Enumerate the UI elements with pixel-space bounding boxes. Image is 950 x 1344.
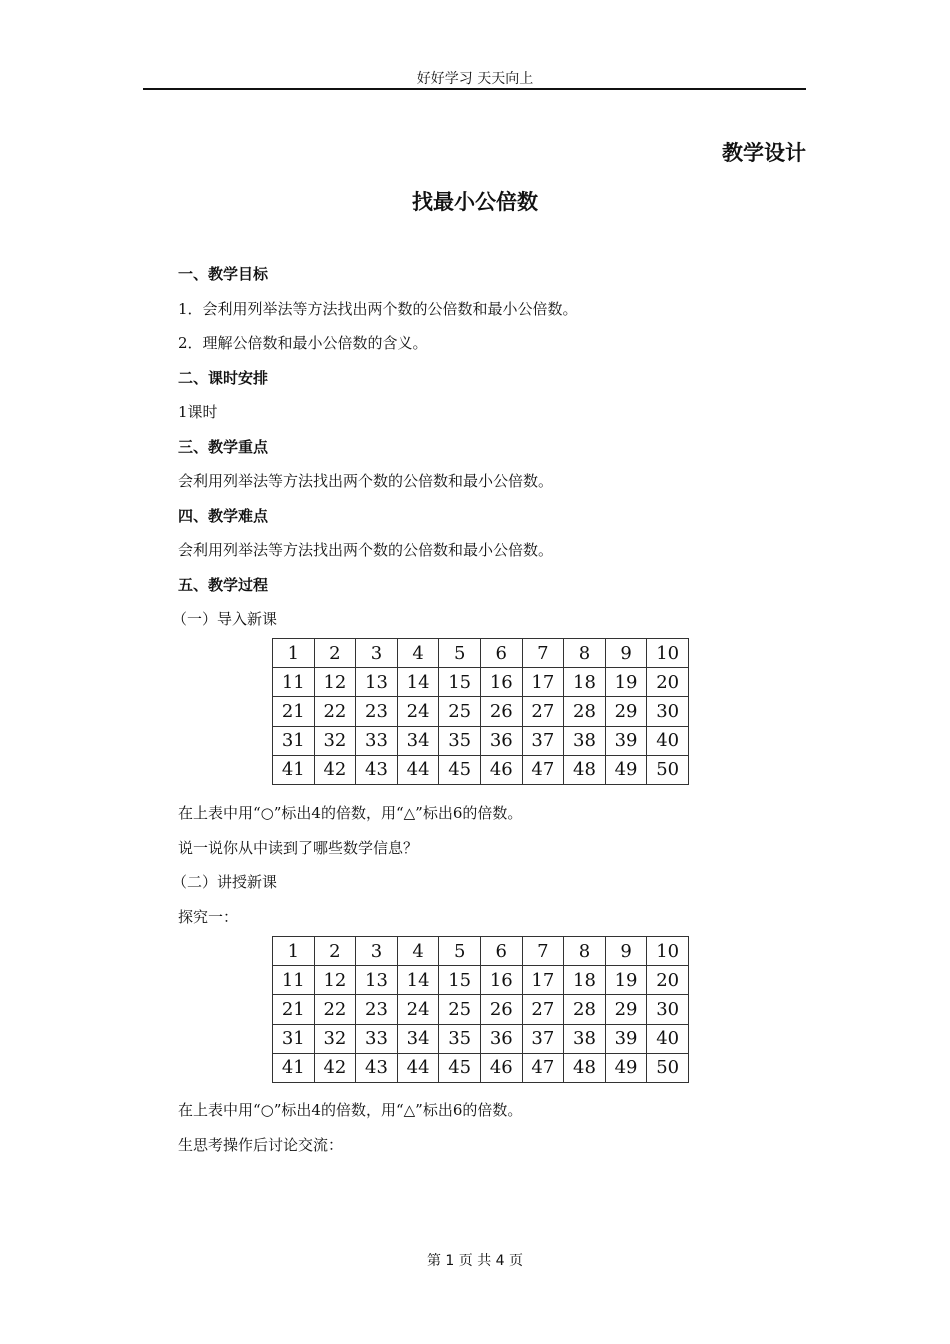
grid-cell: 15 [439, 966, 481, 995]
grid-cell: 32 [314, 1024, 356, 1053]
grid-cell: 49 [605, 755, 647, 784]
page-title: 找最小公倍数 [412, 190, 538, 214]
schedule-text: 1课时 [178, 403, 218, 421]
grid-cell: 48 [564, 755, 606, 784]
grid-cell: 40 [647, 726, 689, 755]
grid-cell: 42 [314, 755, 356, 784]
grid-cell: 33 [356, 1024, 398, 1053]
grid-row [273, 995, 689, 1024]
grid-cell: 28 [564, 697, 606, 726]
grid-cell: 42 [314, 1053, 356, 1082]
grid-cell: 35 [439, 726, 481, 755]
teach-heading: （二）讲授新课 [172, 873, 278, 891]
grid-cell: 5 [439, 937, 481, 966]
grid-cell: 1 [273, 639, 315, 668]
grid-cell: 34 [397, 1024, 439, 1053]
grid-cell: 38 [564, 1024, 606, 1053]
grid-cell: 22 [314, 697, 356, 726]
grid-cell: 25 [439, 697, 481, 726]
intro-instruction: 在上表中用“○”标出4的倍数，用“△”标出6的倍数。 [178, 804, 523, 822]
goal-2: 2．理解公倍数和最小公倍数的含义。 [178, 334, 428, 352]
grid-cell: 36 [480, 726, 522, 755]
goals-heading: 一、教学目标 [178, 265, 269, 283]
grid-cell: 16 [480, 668, 522, 697]
grid-cell: 7 [522, 639, 564, 668]
grid-row [273, 697, 689, 726]
grid-cell: 37 [522, 726, 564, 755]
difficulty-text: 会利用列举法等方法找出两个数的公倍数和最小公倍数。 [178, 541, 554, 559]
key-heading: 三、教学重点 [178, 438, 269, 456]
grid-cell: 45 [439, 755, 481, 784]
grid-cell: 27 [522, 995, 564, 1024]
grid-cell: 3 [356, 639, 398, 668]
grid-cell: 4 [397, 639, 439, 668]
grid-cell: 27 [522, 697, 564, 726]
grid-cell: 14 [397, 966, 439, 995]
grid-row [273, 1024, 689, 1053]
grid-cell: 48 [564, 1053, 606, 1082]
grid-cell: 15 [439, 668, 481, 697]
grid-cell: 41 [273, 1053, 315, 1082]
grid-cell: 45 [439, 1053, 481, 1082]
grid-cell: 18 [564, 966, 606, 995]
grid-cell: 47 [522, 755, 564, 784]
grid-cell: 3 [356, 937, 398, 966]
grid-cell: 20 [647, 668, 689, 697]
grid-cell: 36 [480, 1024, 522, 1053]
grid-cell: 38 [564, 726, 606, 755]
grid-cell: 11 [273, 966, 315, 995]
grid-cell: 21 [273, 995, 315, 1024]
grid-cell: 37 [522, 1024, 564, 1053]
grid-cell: 10 [647, 639, 689, 668]
grid-cell: 33 [356, 726, 398, 755]
grid-cell: 23 [356, 697, 398, 726]
grid-cell: 5 [439, 639, 481, 668]
grid-cell: 41 [273, 755, 315, 784]
grid-cell: 19 [605, 668, 647, 697]
difficulty-heading: 四、教学难点 [178, 507, 269, 525]
grid-cell: 4 [397, 937, 439, 966]
grid-cell: 10 [647, 937, 689, 966]
grid-cell: 9 [605, 937, 647, 966]
grid-cell: 7 [522, 937, 564, 966]
grid-cell: 32 [314, 726, 356, 755]
key-text: 会利用列举法等方法找出两个数的公倍数和最小公倍数。 [178, 472, 554, 490]
grid-cell: 21 [273, 697, 315, 726]
grid-cell: 17 [522, 668, 564, 697]
grid-cell: 29 [605, 697, 647, 726]
grid-cell: 30 [647, 697, 689, 726]
grid-cell: 8 [564, 937, 606, 966]
grid-cell: 29 [605, 995, 647, 1024]
grid-cell: 47 [522, 1053, 564, 1082]
grid-cell: 24 [397, 995, 439, 1024]
grid-cell: 17 [522, 966, 564, 995]
grid-cell: 25 [439, 995, 481, 1024]
intro-heading: （一）导入新课 [172, 610, 278, 628]
grid-cell: 39 [605, 1024, 647, 1053]
grid-cell: 39 [605, 726, 647, 755]
grid-cell: 50 [647, 1053, 689, 1082]
grid-cell: 34 [397, 726, 439, 755]
grid-row [273, 966, 689, 995]
document-type: 教学设计 [722, 141, 806, 165]
page-footer: 第 1 页 共 4 页 [426, 1253, 524, 1269]
grid-cell: 19 [605, 966, 647, 995]
grid-cell: 35 [439, 1024, 481, 1053]
grid-cell: 46 [480, 755, 522, 784]
grid-row [273, 639, 689, 668]
schedule-heading: 二、课时安排 [178, 369, 269, 387]
grid-cell: 11 [273, 668, 315, 697]
goal-1: 1．会利用列举法等方法找出两个数的公倍数和最小公倍数。 [178, 300, 578, 318]
grid-cell: 12 [314, 668, 356, 697]
grid-cell: 30 [647, 995, 689, 1024]
explore-label: 探究一： [178, 908, 239, 926]
discussion-text: 生思考操作后讨论交流： [178, 1136, 344, 1154]
grid-cell: 23 [356, 995, 398, 1024]
grid-cell: 20 [647, 966, 689, 995]
header-rule [143, 88, 806, 90]
grid-cell: 28 [564, 995, 606, 1024]
number-grid-intro [272, 638, 689, 785]
grid-cell: 9 [605, 639, 647, 668]
grid-cell: 12 [314, 966, 356, 995]
grid-cell: 1 [273, 937, 315, 966]
grid-cell: 43 [356, 755, 398, 784]
grid-cell: 6 [480, 639, 522, 668]
grid-cell: 2 [314, 937, 356, 966]
grid-cell: 44 [397, 1053, 439, 1082]
grid-cell: 8 [564, 639, 606, 668]
grid-cell: 16 [480, 966, 522, 995]
grid-cell: 22 [314, 995, 356, 1024]
grid-cell: 50 [647, 755, 689, 784]
grid-row [273, 755, 689, 784]
grid-cell: 31 [273, 726, 315, 755]
grid-row [273, 726, 689, 755]
grid-row [273, 937, 689, 966]
number-grid-explore [272, 936, 689, 1083]
explore-instruction: 在上表中用“○”标出4的倍数，用“△”标出6的倍数。 [178, 1101, 523, 1119]
page-header: 好好学习 天天向上 [416, 71, 534, 87]
grid-cell: 13 [356, 966, 398, 995]
grid-cell: 14 [397, 668, 439, 697]
grid-cell: 26 [480, 995, 522, 1024]
grid-cell: 44 [397, 755, 439, 784]
grid-cell: 31 [273, 1024, 315, 1053]
grid-cell: 49 [605, 1053, 647, 1082]
grid-cell: 13 [356, 668, 398, 697]
grid-row [273, 668, 689, 697]
grid-cell: 43 [356, 1053, 398, 1082]
grid-cell: 6 [480, 937, 522, 966]
grid-cell: 2 [314, 639, 356, 668]
grid-cell: 18 [564, 668, 606, 697]
intro-question: 说一说你从中读到了哪些数学信息？ [178, 839, 419, 857]
grid-cell: 46 [480, 1053, 522, 1082]
process-heading: 五、教学过程 [178, 576, 269, 594]
grid-cell: 26 [480, 697, 522, 726]
grid-row [273, 1053, 689, 1082]
grid-cell: 40 [647, 1024, 689, 1053]
grid-cell: 24 [397, 697, 439, 726]
